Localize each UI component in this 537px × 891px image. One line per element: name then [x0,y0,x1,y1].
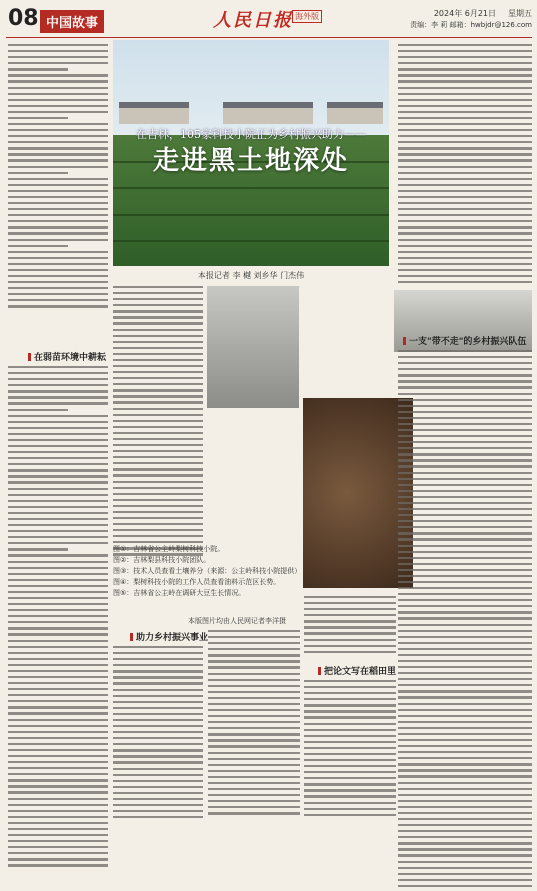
subhead-2: 一支"带不走"的乡村振兴队伍 [403,334,526,347]
subhead-3: 助力乡村振兴事业 [130,630,208,643]
text-column-3 [113,646,203,822]
hero-photo [113,40,389,266]
editor-meta: 责编：李 莉 邮箱：hwbjdr@126.com [410,21,532,29]
newspaper-logo: 人民日报 [213,10,293,31]
edition-badge: 海外版 [292,10,322,23]
headline-band [113,126,389,188]
photo-team [207,286,299,408]
caption-5: 图⑤：吉林省公主岭在调研大豆生长情况。 [113,589,246,597]
photo-credit: 本版图片均由人民网记者李洋摄 [188,617,286,625]
article-byline: 本报记者 李 樾 刘乡华 门杰伟 [197,271,305,280]
text-column-5 [304,596,396,657]
section-label: 中国故事 [40,10,104,33]
text-column-5b [304,680,396,820]
article-title: 走进黑土地深处 [152,146,349,176]
caption-4: 图④：梨树科技小院的工作人员查看油料示范区长势。 [113,578,281,586]
text-column-right-b [398,350,532,891]
photo-captions [113,544,303,599]
subhead-1: 在弱苗环境中耕耘 [28,350,106,363]
caption-3: 图③：技术人员查看土壤养分（来源：公主岭科技小院提供） [113,567,302,575]
caption-1: 图①：吉林省公主岭梨树科技小院。 [113,545,225,553]
page-number: 08 [8,6,39,31]
weekday: 星期五 [508,9,532,18]
issue-date: 2024年 6月21日 [433,9,496,18]
subhead-4: 把论文写在稻田里 [318,664,396,677]
text-column-1 [8,44,108,311]
photo-soil [303,398,413,588]
text-column-right [398,44,532,287]
page-header [6,4,532,38]
article-kicker: 在吉林，105家科技小院正为乡村振兴助力—— [136,128,366,141]
text-column-2 [113,286,203,560]
text-column-4 [208,630,300,818]
text-column-1b [8,366,108,870]
caption-2: 图②：吉林梨县科技小院团队。 [113,556,211,564]
